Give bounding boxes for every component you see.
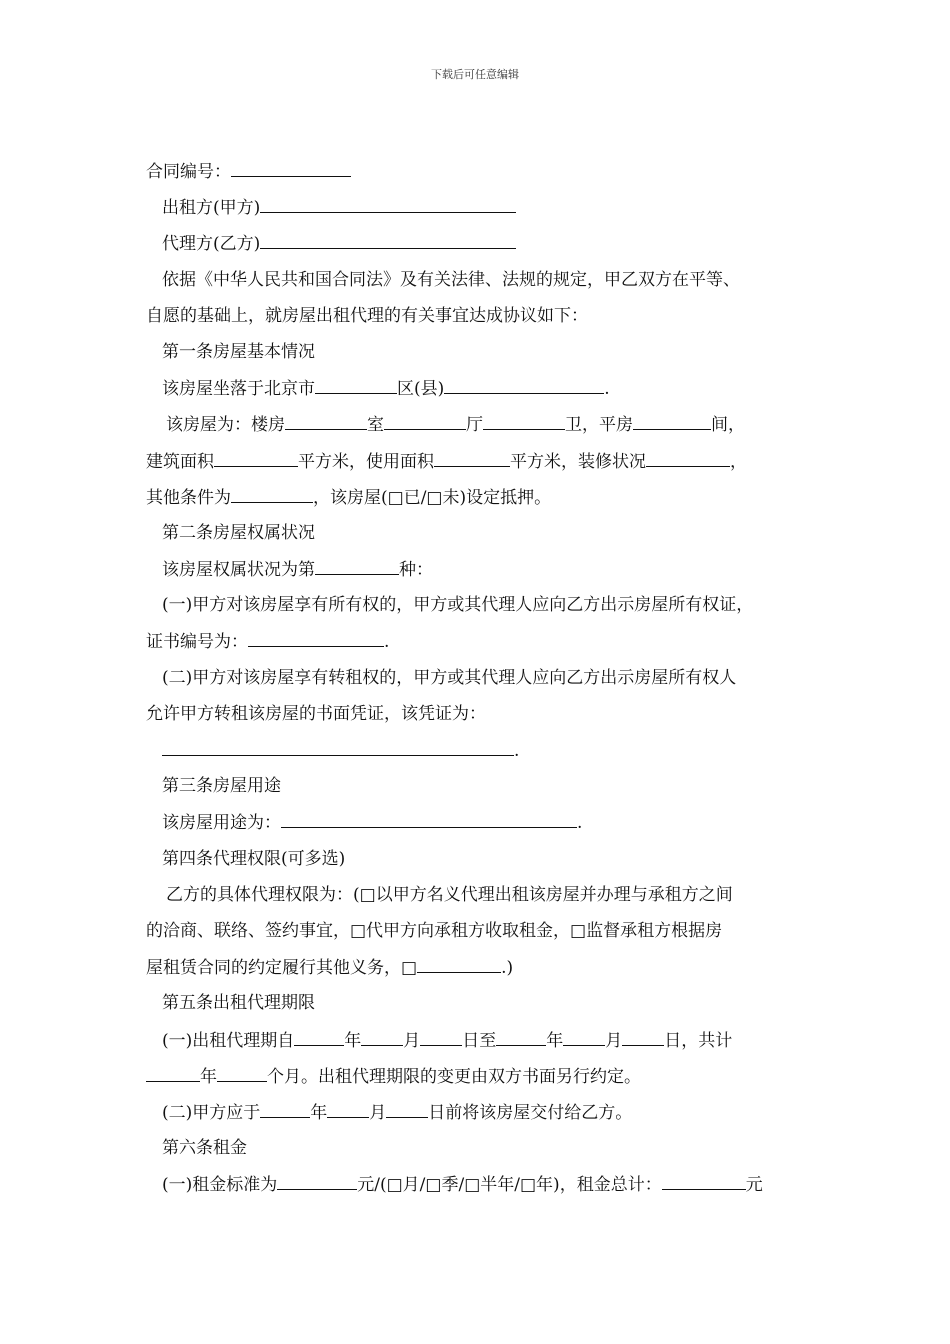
contract-number-blank[interactable]: [231, 157, 351, 177]
halls-blank[interactable]: [384, 410, 466, 430]
preamble-line-1: 依据《中华人民共和国合同法》及有关法律、法规的规定，甲乙双方在平等、: [162, 269, 740, 290]
article-2-title: 第二条房屋权属状况: [162, 522, 315, 543]
sublet-proof-blank-line: .: [146, 736, 826, 772]
location-line: 该房屋坐落于北京市 区(县) .: [146, 374, 826, 410]
article-4-title: 第四条代理权限(可多选): [162, 848, 346, 869]
ownership-kind-line: 该房屋权属状况为第 种：: [146, 555, 826, 591]
other-conditions-line: 其他条件为 ，该房屋(□已/□未)设定抵押。: [146, 483, 826, 519]
rent-rate-blank[interactable]: [277, 1170, 357, 1190]
delivery-line: (二)甲方应于 年 月 日前将该房屋交付给乙方。: [146, 1098, 826, 1134]
sublet-proof-line: 允许甲方转租该房屋的书面凭证，该凭证为：: [146, 703, 486, 724]
ownership-item-1: (一)甲方对该房屋享有所有权的，甲方或其代理人应向乙方出示房屋所有权证，: [162, 595, 754, 616]
contract-number-line: 合同编号：: [146, 157, 826, 193]
address-blank[interactable]: [444, 374, 604, 394]
sublet-proof-blank[interactable]: [162, 736, 514, 756]
contract-body: [146, 157, 826, 1206]
end-year-blank[interactable]: [496, 1026, 546, 1046]
rent-total-blank[interactable]: [662, 1170, 746, 1190]
authority-other-blank[interactable]: [417, 953, 501, 973]
end-day-blank[interactable]: [622, 1026, 664, 1046]
lessor-line: 出租方(甲方): [146, 193, 826, 229]
certificate-number-line: 证书编号为： .: [146, 627, 826, 663]
usage-line: 该房屋用途为： .: [146, 808, 826, 844]
rent-line: (一)租金标准为 元/(□月/□季/□半年/□年)，租金总计： 元: [146, 1170, 826, 1206]
authority-line-3: 屋租赁合同的约定履行其他义务，□ .): [146, 953, 826, 989]
other-conditions-blank[interactable]: [231, 483, 313, 503]
bungalow-rooms-blank[interactable]: [633, 410, 711, 430]
start-month-blank[interactable]: [361, 1026, 403, 1046]
agent-line: 代理方(乙方): [146, 229, 826, 265]
certificate-number-blank[interactable]: [248, 627, 384, 647]
total-years-blank[interactable]: [146, 1062, 200, 1082]
delivery-month-blank[interactable]: [327, 1098, 369, 1118]
preamble-line-2: 自愿的基础上，就房屋出租代理的有关事宜达成协议如下：: [146, 305, 588, 326]
article-6-title: 第六条租金: [162, 1138, 247, 1159]
rooms-blank[interactable]: [285, 410, 367, 430]
article-1-title: 第一条房屋基本情况: [162, 341, 315, 362]
term-line-2: 年 个月。出租代理期限的变更由双方书面另行约定。: [146, 1062, 826, 1098]
ownership-kind-blank[interactable]: [315, 555, 399, 575]
usage-blank[interactable]: [281, 808, 577, 828]
lessor-blank[interactable]: [260, 193, 516, 213]
delivery-day-blank[interactable]: [386, 1098, 428, 1118]
decoration-blank[interactable]: [646, 447, 730, 467]
authority-line-2: 的洽商、联络、签约事宜，□代甲方向承租方收取租金，□监督承租方根据房: [146, 920, 723, 941]
ownership-item-2: (二)甲方对该房屋享有转租权的，甲方或其代理人应向乙方出示房屋所有权人: [162, 667, 737, 688]
total-months-blank[interactable]: [217, 1062, 267, 1082]
area-line: 建筑面积 平方米，使用面积 平方米，装修状况 ，: [146, 447, 826, 483]
agent-blank[interactable]: [260, 229, 516, 249]
baths-blank[interactable]: [483, 410, 565, 430]
start-day-blank[interactable]: [420, 1026, 462, 1046]
page-header: 下载后可任意编辑: [431, 68, 519, 81]
end-month-blank[interactable]: [563, 1026, 605, 1046]
delivery-year-blank[interactable]: [260, 1098, 310, 1118]
house-type-line: 该房屋为：楼房 室 厅 卫，平房 间，: [146, 410, 826, 446]
building-area-blank[interactable]: [214, 447, 298, 467]
term-line-1: (一)出租代理期自 年 月 日至 年 月 日，共计: [146, 1026, 826, 1062]
authority-line-1: 乙方的具体代理权限为：(□以甲方名义代理出租该房屋并办理与承租方之间: [166, 884, 733, 905]
article-3-title: 第三条房屋用途: [162, 776, 281, 797]
usable-area-blank[interactable]: [434, 447, 510, 467]
district-blank[interactable]: [315, 374, 397, 394]
start-year-blank[interactable]: [294, 1026, 344, 1046]
article-5-title: 第五条出租代理期限: [162, 993, 315, 1014]
